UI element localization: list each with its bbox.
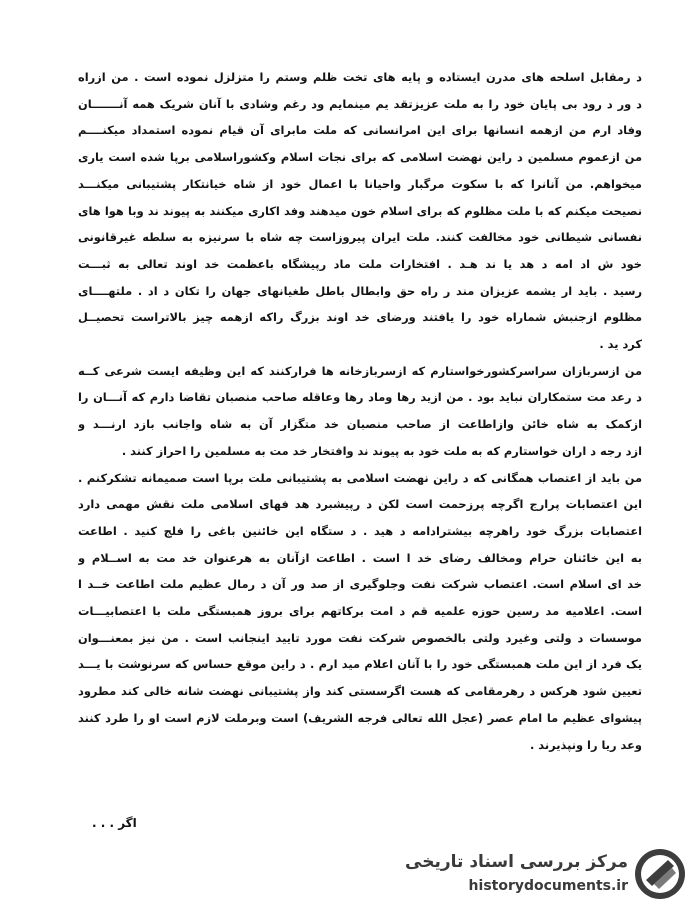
letter-body (78, 64, 642, 758)
text-line: به این خائنان حرام ومخالف رضای خد ا است . اطاعت ازآنان به هرعنوان خد مت به اســلام و (78, 550, 642, 565)
text-line: خد ای اسلام است. اعتصاب شرکت نفت وجلوگیری از صد ور آن د رمال عظیم ملت اطاعت خــد ا (78, 577, 642, 592)
text-line: مظلوم ازجنبش شماراه خود را یافتند ورضای خد اوند بزرگ راکه ازهمه چیز بالاتراست تحصیــل (78, 310, 642, 325)
text-line: است. اعلامیه مد رسین حوزه علمیه قم د امت برکاتهم برای بروز همبستگی ملت با اعتصابیـــات (78, 604, 642, 619)
text-line: میخواهم. من آنانرا که با سکوت مرگبار واحیانا با اعمال خود از شاه خیانتکار پشتیبانی میکنـــد (78, 176, 642, 191)
text-line: نصیحت میکنم که با ملت مظلوم که برای اسلام خون میدهند وفد اکاری میکنند به پیوند ند وبا هوا های (78, 203, 642, 218)
text-line: نفسانی شیطانی خود مخالفت کنند. ملت ایران پیروزاست چه شاه با سرنیزه به سلطه غیرقانونی (78, 230, 642, 245)
text-line: اعتصابات بزرگ خود راهرچه بیشترادامه د هید . د ستگاه این خائنین باغی را فلج کنید . اطاعت (78, 523, 642, 538)
text-line: موسسات د ولتی وغیرد ولتی بالخصوص شرکت نفت مورد تایید اینجانب است . من نیز بمعنـــوان (78, 630, 642, 645)
text-line: وفاد ارم من ازهمه انسانها برای این امرانسانی که ملت مابرای آن قیام نموده استمداد میکنــــم (78, 123, 642, 138)
continuation-note: اگر . . . (92, 816, 137, 830)
watermark-url: historydocuments.ir (468, 878, 628, 894)
text-line: وعد ریا را ونپذیرند . (529, 737, 642, 752)
text-line: د رعد مت ستمکاران نباید بود . من ازید رها وماد رها وعاقله صاحب منصبان تقاضا دارم که آنـــان را (78, 390, 642, 405)
archive-logo-icon (632, 846, 688, 902)
text-line: ازد رجه د اران خواستارم که به ملت خود به پیوند ند وافتخار خد مت به مسلمین را احراز کنند . (121, 443, 642, 458)
text-line: من ازعموم مسلمین د راین نهضت اسلامی که برای نجات اسلام وکشوراسلامی برپا شده است یاری (78, 150, 642, 165)
watermark-title: مرکز بررسی اسناد تاریخی (405, 852, 628, 872)
archive-watermark (405, 846, 692, 902)
text-line: رسید . باید ار یشمه عزیزان مند ر راه حق وابطال باطل طغیانهای جهان را تکان د اد . ملتهــــای (78, 283, 642, 298)
paragraph-3 (78, 465, 642, 759)
text-line: من باید از اعتصاب همگانی که د راین نهضت اسلامی به پشتیبانی ملت برپا است صمیمانه تشکرکنم . (78, 470, 642, 485)
text-line: این اعتصابات پرارج اگرچه پرزحمت است لکن د رپیشبرد هد فهای اسلامی ملت نقش مهمی دارد (78, 497, 642, 512)
text-line: پیشوای عظیم ما امام عصر (عجل الله تعالی فرجه الشریف) است وبرملت لازم است او را طرد کنند (78, 710, 642, 725)
text-line: تعیین شود هرکس د رهرمقامی که هست اگرسستی کند واز پشتیبانی نهضت شانه خالی کند مطرود (78, 684, 642, 699)
text-line: ازکمک به شاه خائن وازاطاعت از صاحب منصبان خد متگزار آن به شاه واجانب بازد ارنـــد و (78, 417, 642, 432)
text-line: د ور د رود بی پایان خود را به ملت عزیزتقد یم مینمایم ود رغم وشادی با آنان شریک همه آنـــــــان (78, 96, 642, 111)
text-line: من ازسربازان سراسرکشورخواستارم که ازسربازخانه ها فرارکنند که این وظیفه ایست شرعی کــه (78, 363, 642, 378)
text-line: د رمقابل اسلحه های مدرن ایستاده و پایه های تخت ظلم وستم را متزلزل نموده است . من ازراه (78, 70, 642, 84)
text-line: خود ش اد امه د هد یا ند هـد . افتخارات ملت ماد رپیشگاه باعظمت خد اوند تعالی به ثبـــت (78, 256, 642, 271)
paragraph-2 (78, 358, 642, 465)
text-line: کرد ید . (599, 337, 642, 352)
paragraph-1 (78, 64, 642, 358)
text-line: یک فرد از این ملت همبستگی خود را با آنان اعلام مید ارم . د راین موقع حساس که سرنوشت با یـــد (78, 657, 642, 672)
